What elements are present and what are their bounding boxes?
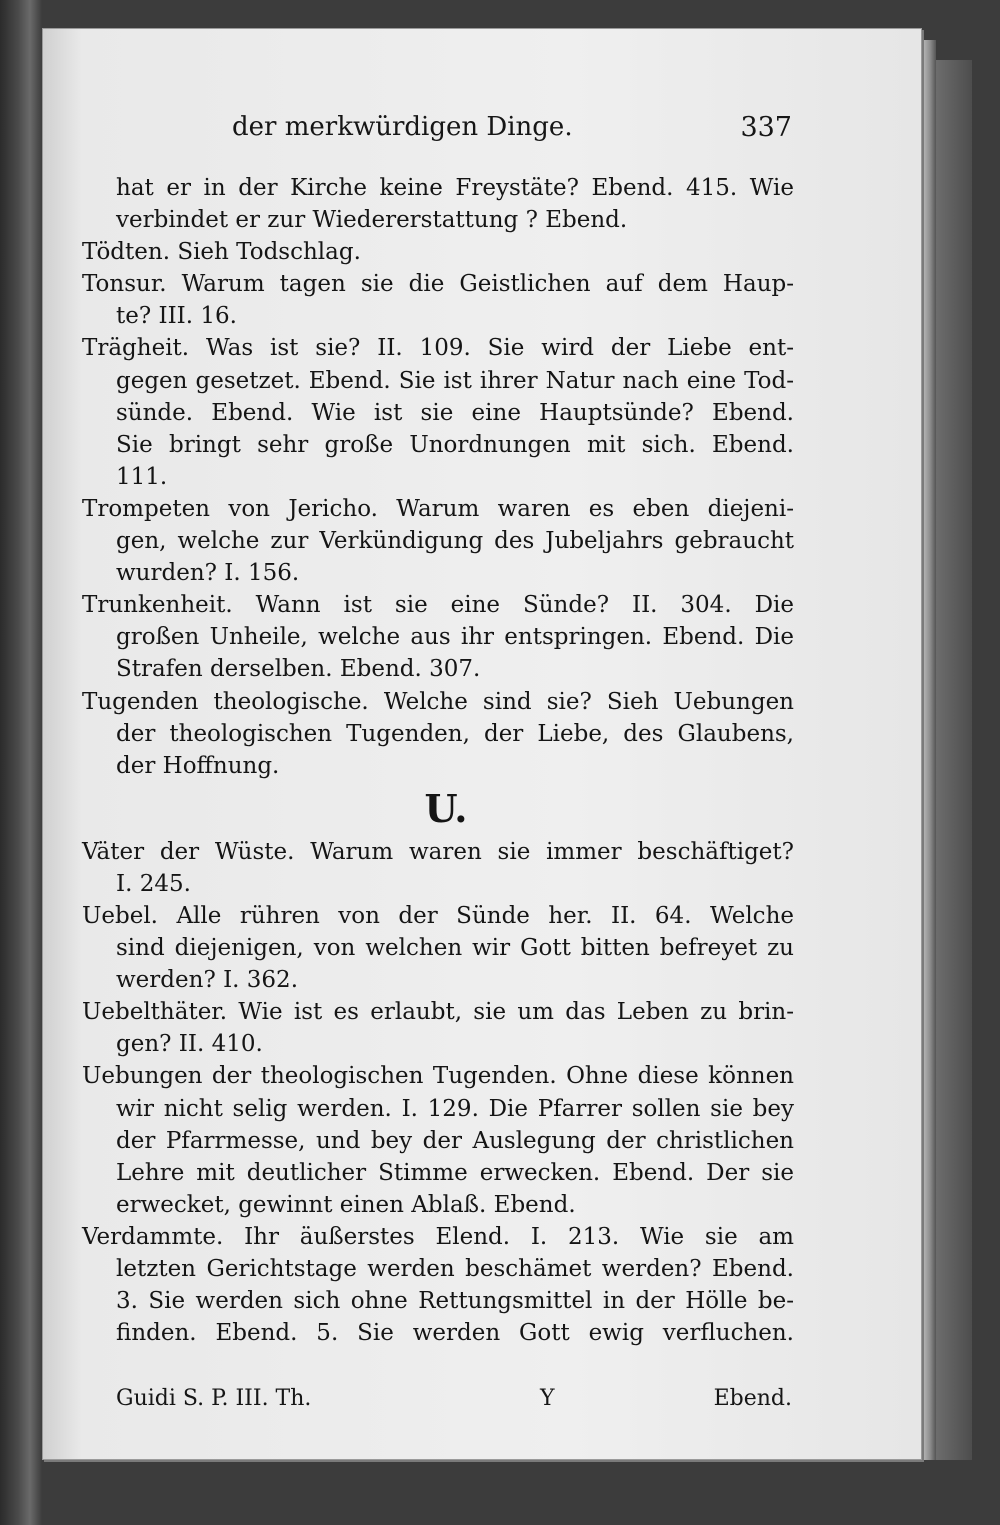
- text-line: wurden? I. 156.: [116, 560, 300, 587]
- page-header: [232, 112, 792, 152]
- index-text: [82, 172, 794, 1349]
- text-line: 111.: [116, 463, 168, 490]
- index-entry-heading: Tödten. Sieh Todschlag.: [82, 239, 361, 266]
- text-line: wir nicht selig werden. I. 129. Die Pfarrer sollen sie bey: [116, 1095, 794, 1122]
- text-line: finden. Ebend. 5. Sie werden Gott ewig verfluchen.: [116, 1320, 794, 1347]
- text-line: der Pfarrmesse, und bey der Auslegung der christlichen: [116, 1127, 794, 1154]
- index-entry-heading: Tugenden theologische. Welche sind sie? Sieh Uebungen: [82, 688, 794, 715]
- text-line: Strafen derselben. Ebend. 307.: [116, 656, 481, 683]
- index-entry-heading: Trompeten von Jericho. Warum waren es eben diejeni-: [82, 495, 794, 522]
- text-line: te? III. 16.: [116, 303, 237, 330]
- index-entry-heading: Uebelthäter. Wie ist es erlaubt, sie um das Leben zu brin-: [82, 999, 794, 1026]
- text-line: der Hoffnung.: [116, 752, 280, 779]
- text-line: Lehre mit deutlicher Stimme erwecken. Ebend. Der sie: [116, 1159, 794, 1186]
- running-title: der merkwürdigen Dinge.: [232, 112, 573, 142]
- book-edge-shadow: [936, 60, 972, 1460]
- text-line: gen, welche zur Verkündigung des Jubeljahrs gebraucht: [116, 528, 794, 555]
- gathering-mark: Y: [540, 1386, 555, 1411]
- text-line: erwecket, gewinnt einen Ablaß. Ebend.: [116, 1191, 576, 1218]
- index-entry-heading: Uebel. Alle rühren von der Sünde her. II. 64. Welche: [82, 902, 794, 929]
- index-entry-heading: Väter der Wüste. Warum waren sie immer beschäftiget?: [82, 838, 794, 865]
- index-entry-heading: Uebungen der theologischen Tugenden. Ohne diese können: [82, 1063, 794, 1090]
- text-line: letzten Gerichtstage werden beschämet werden? Ebend.: [116, 1256, 794, 1282]
- text-line: werden? I. 362.: [116, 967, 299, 994]
- text-line: gegen gesetzet. Ebend. Sie ist ihrer Natur nach eine Tod-: [116, 367, 794, 394]
- page-number: 337: [740, 112, 792, 143]
- text-line: hat er in der Kirche keine Freystäte? Ebend. 415. Wie: [116, 175, 794, 201]
- page-stack-edge: [922, 40, 936, 1460]
- index-entry-heading: Trägheit. Was ist sie? II. 109. Sie wird der Liebe ent-: [82, 335, 794, 362]
- text-line: gen? II. 410.: [116, 1031, 263, 1058]
- index-entry-heading: Tonsur. Warum tagen sie die Geistlichen auf dem Haup-: [82, 271, 794, 298]
- text-line: der theologischen Tugenden, der Liebe, des Glaubens,: [116, 720, 794, 747]
- text-line: verbindet er zur Wiedererstattung ? Ebend.: [116, 207, 628, 234]
- signature-mark: Guidi S. P. III. Th.: [116, 1386, 312, 1411]
- catchword: Ebend.: [713, 1386, 792, 1411]
- section-letter: U.: [424, 785, 468, 831]
- text-line: großen Unheile, welche aus ihr entspringen. Ebend. Die: [116, 624, 794, 651]
- text-line: I. 245.: [116, 870, 191, 897]
- text-line: Sie bringt sehr große Unordnungen mit sich. Ebend.: [116, 431, 794, 458]
- index-entry-heading: Verdammte. Ihr äußerstes Elend. I. 213. Wie sie am: [82, 1223, 794, 1250]
- text-line: sünde. Ebend. Wie ist sie eine Hauptsünde? Ebend.: [116, 399, 794, 426]
- index-entry-heading: Trunkenheit. Wann ist sie eine Sünde? II. 304. Die: [82, 592, 794, 619]
- text-line: sind diejenigen, von welchen wir Gott bitten befreyet zu: [116, 935, 794, 962]
- page-footer: [116, 1386, 792, 1418]
- text-line: 3. Sie werden sich ohne Rettungsmittel in der Hölle be-: [116, 1288, 794, 1315]
